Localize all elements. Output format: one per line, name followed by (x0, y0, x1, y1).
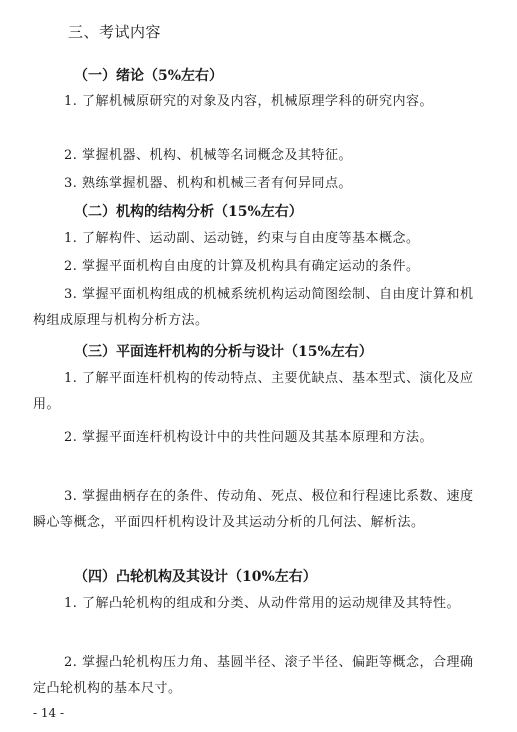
page-heading: 三、考试内容 (68, 23, 162, 41)
section-title-cam: （四）凸轮机构及其设计（10%左右） (74, 569, 317, 585)
list-item: 3. 熟练掌握机器、机构和机械三者有何异同点。 (64, 176, 353, 191)
list-item: 2. 掌握机器、机构、机械等名词概念及其特征。 (64, 148, 353, 163)
section-title-linkage: （三）平面连杆机构的分析与设计（15%左右） (74, 344, 373, 360)
list-item: 1. 了解平面连杆机构的传动特点、主要优缺点、基本型式、演化及应用。 (33, 371, 474, 412)
section-title-structure: （二）机构的结构分析（15%左右） (74, 204, 303, 220)
section-title-intro: （一）绪论（5%左右） (74, 68, 224, 84)
list-item: 1. 了解构件、运动副、运动链，约束与自由度等基本概念。 (64, 231, 420, 246)
list-item: 1. 了解机械原研究的对象及内容，机械原理学科的研究内容。 (64, 94, 434, 109)
list-item: 2. 掌握凸轮机构压力角、基圆半径、滚子半径、偏距等概念，合理确定凸轮机构的基本尺寸。 (33, 655, 474, 696)
list-item: 2. 掌握平面连杆机构设计中的共性问题及其基本原理和方法。 (64, 430, 434, 445)
list-item: 2. 掌握平面机构自由度的计算及机构具有确定运动的条件。 (64, 259, 420, 274)
list-item: 3. 掌握曲柄存在的条件、传动角、死点、极位和行程速比系数、速度瞬心等概念，平面四杆机构设计及其运动分析的几何法、解析法。 (33, 489, 474, 530)
list-item: 1. 了解凸轮机构的组成和分类、从动件常用的运动规律及其特性。 (64, 596, 461, 611)
page-number: - 14 - (33, 706, 65, 720)
list-item: 3. 掌握平面机构组成的机械系统机构运动简图绘制、自由度计算和机构组成原理与机构分析方法。 (33, 287, 474, 328)
